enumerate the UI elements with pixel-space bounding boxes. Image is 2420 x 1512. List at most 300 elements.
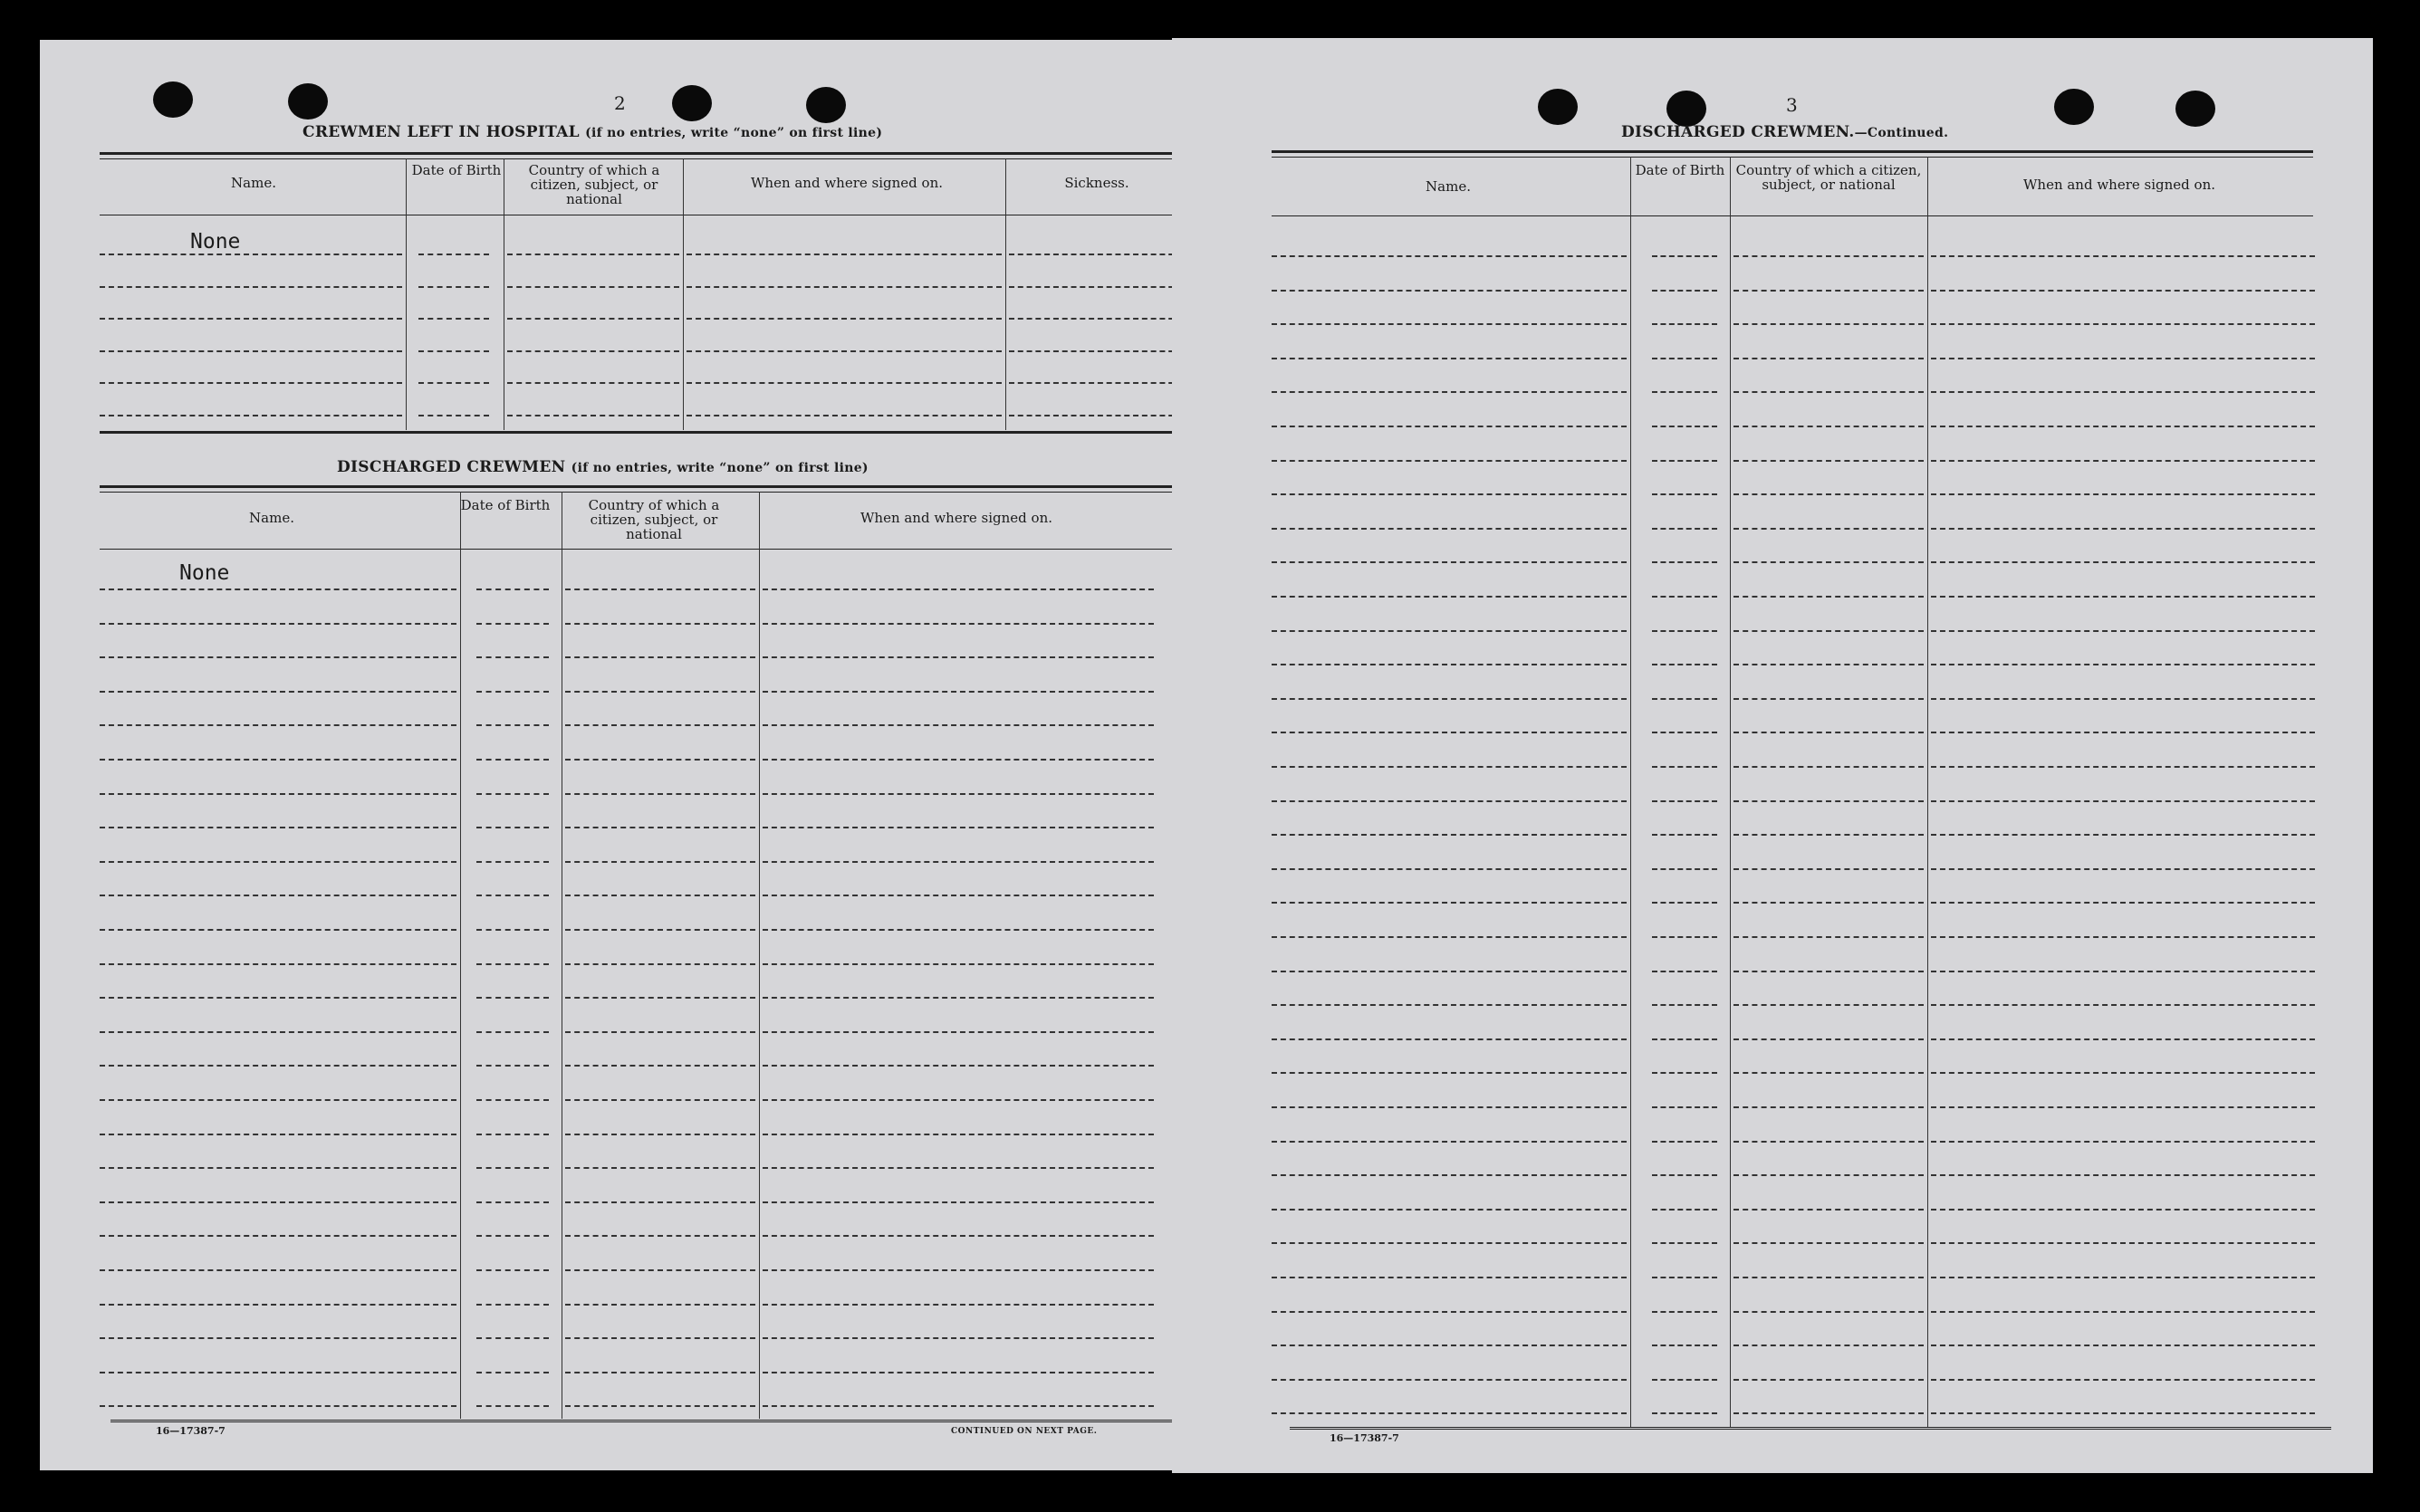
- entry-line: [100, 318, 402, 320]
- entry-line: [763, 1372, 1154, 1373]
- entry-line: [763, 1134, 1154, 1135]
- entry-line: [565, 1269, 755, 1271]
- continued-note: CONTINUED ON NEXT PAGE.: [951, 1427, 1098, 1436]
- entry-line: [1733, 255, 1924, 257]
- entry-line: [1931, 528, 2315, 530]
- entry-line: [100, 589, 456, 590]
- column-divider: [759, 492, 760, 1419]
- entry-line: [1009, 318, 1183, 320]
- entry-line: [1272, 1209, 1627, 1211]
- entry-line: [100, 623, 456, 625]
- entry-line: [1272, 868, 1627, 870]
- entry-line: [1272, 698, 1627, 700]
- entry-line: [763, 827, 1154, 828]
- entry-line: [565, 1337, 755, 1339]
- column-header-signed-on: When and where signed on.: [2022, 177, 2215, 193]
- entry-line: [565, 1099, 755, 1101]
- entry-line: [565, 724, 755, 726]
- entry-line: [1272, 1242, 1627, 1244]
- entry-line: [476, 963, 549, 965]
- entry-line: [100, 997, 456, 999]
- entry-line: [476, 895, 549, 896]
- table-bottom-rule: [110, 1420, 1199, 1422]
- punch-hole: [1666, 91, 1706, 127]
- entry-line: [1272, 1412, 1627, 1414]
- entry-line: [763, 589, 1154, 590]
- entry-line: [763, 759, 1154, 761]
- entry-line: [507, 286, 679, 288]
- entry-line: [1009, 254, 1183, 255]
- entry-line: [476, 1405, 549, 1407]
- entry-line: [763, 1405, 1154, 1407]
- entry-line: [1931, 1106, 2315, 1108]
- entry-line: [1652, 1345, 1717, 1346]
- entry-line: [100, 286, 402, 288]
- entry-line: [687, 286, 1002, 288]
- table-top-rule: [100, 152, 1183, 155]
- table-top-rule: [100, 492, 1183, 493]
- entry-line: [1733, 426, 1924, 427]
- punch-hole: [1538, 89, 1578, 125]
- entry-line: [1272, 493, 1627, 495]
- entry-line: [476, 861, 549, 863]
- entry-line: [1272, 255, 1627, 257]
- entry-line: [1733, 1141, 1924, 1143]
- entry-line: [1733, 971, 1924, 972]
- page-2-sheet: [40, 40, 1172, 1470]
- entry-line: [763, 1065, 1154, 1067]
- entry-line: [687, 382, 1002, 384]
- column-header-name: Name.: [249, 510, 294, 526]
- entry-line: [1733, 1106, 1924, 1108]
- entry-line: [1652, 732, 1717, 733]
- entry-line: [1733, 766, 1924, 768]
- entry-line: [1931, 1412, 2315, 1414]
- entry-line: [1652, 834, 1717, 836]
- entry-line: [1272, 902, 1627, 904]
- column-divider: [1730, 157, 1731, 1428]
- table-top-rule: [100, 158, 1183, 159]
- entry-line: [1272, 1004, 1627, 1006]
- column-header-signed-on: When and where signed on.: [859, 510, 1052, 526]
- entry-line: [1272, 561, 1627, 563]
- entry-line: [507, 350, 679, 352]
- entry-line: [100, 1031, 456, 1033]
- entry-line: [1733, 1038, 1924, 1040]
- entry-line: [100, 1372, 456, 1373]
- entry-line: [1931, 426, 2315, 427]
- entry-line: [1272, 1106, 1627, 1108]
- column-header-country: Country of which a citizen, subject, or national: [588, 497, 720, 542]
- entry-line: [1272, 290, 1627, 292]
- entry-line: [565, 656, 755, 658]
- entry-line: [1272, 936, 1627, 938]
- entry-line: [476, 997, 549, 999]
- entry-line: [418, 254, 489, 255]
- entry-line: [1652, 391, 1717, 393]
- entry-line: [1931, 1379, 2315, 1381]
- entry-line: [100, 1099, 456, 1101]
- entry-line: [1009, 415, 1183, 416]
- entry-line: [763, 861, 1154, 863]
- entry-line: [1272, 1072, 1627, 1074]
- entry-line: [1931, 323, 2315, 325]
- entry-line: [100, 1269, 456, 1271]
- entry-line: [1931, 766, 2315, 768]
- entry-line: [1652, 255, 1717, 257]
- entry-line: [1652, 868, 1717, 870]
- entry-line: [565, 589, 755, 590]
- entry-line: [1733, 391, 1924, 393]
- entry-line: [1931, 1141, 2315, 1143]
- entry-line: [1652, 630, 1717, 632]
- entry-line: [418, 286, 489, 288]
- entry-line: [1733, 1277, 1924, 1278]
- entry-line: [763, 1337, 1154, 1339]
- entry-line: [763, 1099, 1154, 1101]
- entry-line: [1652, 358, 1717, 359]
- entry-line: [1652, 426, 1717, 427]
- column-header-name: Name.: [1426, 178, 1471, 195]
- entry-line: [565, 1405, 755, 1407]
- entry-line: [1733, 528, 1924, 530]
- punch-hole: [806, 87, 846, 123]
- entry-line: [100, 1304, 456, 1306]
- entry-line: [1272, 358, 1627, 359]
- entry-line: [1652, 1038, 1717, 1040]
- column-header-signed-on: When and where signed on.: [750, 175, 943, 191]
- entry-line: [1931, 1038, 2315, 1040]
- entry-line: [565, 929, 755, 931]
- entry-line: [763, 1235, 1154, 1237]
- entry-line: [476, 1235, 549, 1237]
- entry-line: [1272, 630, 1627, 632]
- entry-line: [100, 929, 456, 931]
- entry-line: [476, 1304, 549, 1306]
- entry-line: [100, 350, 402, 352]
- entry-line: [1733, 698, 1924, 700]
- table-bottom-rule: [100, 431, 1183, 434]
- entry-line: [1652, 936, 1717, 938]
- page-number: 3: [1786, 94, 1798, 116]
- entry-line: [476, 1099, 549, 1101]
- entry-line: [565, 1304, 755, 1306]
- entry-line: [1009, 286, 1183, 288]
- entry-line: [565, 895, 755, 896]
- entry-line: [1733, 664, 1924, 665]
- entry-line: [476, 1269, 549, 1271]
- header-bottom-rule: [1272, 215, 2313, 216]
- entry-line: [565, 691, 755, 693]
- entry-line: [763, 724, 1154, 726]
- entry-line: [763, 1269, 1154, 1271]
- punch-hole: [153, 81, 193, 118]
- form-number: 16—17387-7: [1330, 1432, 1399, 1444]
- entry-line: [1733, 1004, 1924, 1006]
- entry-line: [565, 759, 755, 761]
- page-3-sheet: [1172, 38, 2373, 1473]
- column-divider: [683, 158, 684, 430]
- entry-line: [1733, 323, 1924, 325]
- punch-hole: [2054, 89, 2094, 125]
- column-divider: [460, 492, 461, 1419]
- entry-line: [763, 963, 1154, 965]
- entry-line: [1733, 936, 1924, 938]
- entry-line: [687, 254, 1002, 255]
- entry-line: [1652, 460, 1717, 462]
- entry-line: [507, 382, 679, 384]
- discharged-first-entry: None: [179, 561, 230, 585]
- entry-line: [565, 861, 755, 863]
- entry-line: [565, 1201, 755, 1203]
- entry-line: [100, 1201, 456, 1203]
- entry-line: [1733, 1209, 1924, 1211]
- entry-line: [1652, 1141, 1717, 1143]
- entry-line: [1931, 698, 2315, 700]
- entry-line: [100, 382, 402, 384]
- column-header-name: Name.: [231, 175, 276, 191]
- entry-line: [1931, 1345, 2315, 1346]
- entry-line: [565, 793, 755, 795]
- entry-line: [1652, 766, 1717, 768]
- entry-line: [763, 1304, 1154, 1306]
- table-top-rule: [1272, 150, 2313, 153]
- hospital-section-title: CREWMEN LEFT IN HOSPITAL (if no entries, write “none” on first line): [302, 123, 883, 141]
- entry-line: [1733, 1345, 1924, 1346]
- entry-line: [1652, 1072, 1717, 1074]
- column-divider: [406, 158, 407, 430]
- column-divider: [1927, 157, 1928, 1428]
- entry-line: [1272, 1277, 1627, 1278]
- entry-line: [1931, 1174, 2315, 1176]
- table-top-rule: [1272, 157, 2313, 158]
- entry-line: [100, 1167, 456, 1169]
- entry-line: [1652, 596, 1717, 598]
- form-number: 16—17387-7: [156, 1425, 226, 1437]
- entry-line: [476, 1201, 549, 1203]
- entry-line: [565, 1065, 755, 1067]
- entry-line: [1931, 290, 2315, 292]
- entry-line: [1652, 1174, 1717, 1176]
- entry-line: [100, 254, 402, 255]
- entry-line: [476, 1167, 549, 1169]
- entry-line: [507, 318, 679, 320]
- entry-line: [1931, 493, 2315, 495]
- entry-line: [1733, 630, 1924, 632]
- entry-line: [1733, 1412, 1924, 1414]
- entry-line: [1733, 561, 1924, 563]
- entry-line: [1931, 664, 2315, 665]
- entry-line: [1733, 358, 1924, 359]
- entry-line: [1652, 902, 1717, 904]
- entry-line: [476, 793, 549, 795]
- entry-line: [418, 350, 489, 352]
- entry-line: [565, 997, 755, 999]
- entry-line: [476, 691, 549, 693]
- entry-line: [1652, 528, 1717, 530]
- page-number: 2: [614, 92, 626, 114]
- column-header-country: Country of which a citizen, subject, or national: [1735, 162, 1922, 193]
- entry-line: [1931, 1311, 2315, 1313]
- column-header-country: Country of which a citizen, subject, or national: [528, 162, 660, 207]
- entry-line: [763, 929, 1154, 931]
- entry-line: [687, 415, 1002, 416]
- entry-line: [1931, 936, 2315, 938]
- entry-line: [100, 1405, 456, 1407]
- entry-line: [1652, 323, 1717, 325]
- entry-line: [565, 1031, 755, 1033]
- entry-line: [1733, 868, 1924, 870]
- entry-line: [1652, 290, 1717, 292]
- entry-line: [1272, 426, 1627, 427]
- entry-line: [476, 1337, 549, 1339]
- entry-line: [1272, 391, 1627, 393]
- entry-line: [1931, 460, 2315, 462]
- entry-line: [1931, 1277, 2315, 1278]
- entry-line: [1931, 834, 2315, 836]
- entry-line: [476, 1134, 549, 1135]
- page3-title: DISCHARGED CREWMEN.—Continued.: [1621, 123, 1949, 141]
- entry-line: [1931, 1242, 2315, 1244]
- entry-line: [476, 1031, 549, 1033]
- entry-line: [418, 415, 489, 416]
- entry-line: [1931, 630, 2315, 632]
- entry-line: [687, 318, 1002, 320]
- entry-line: [1272, 1345, 1627, 1346]
- entry-line: [1272, 834, 1627, 836]
- entry-line: [763, 793, 1154, 795]
- entry-line: [1652, 1004, 1717, 1006]
- entry-line: [565, 1235, 755, 1237]
- entry-line: [1652, 1277, 1717, 1278]
- entry-line: [1272, 323, 1627, 325]
- punch-hole: [288, 83, 328, 120]
- entry-line: [100, 895, 456, 896]
- entry-line: [418, 318, 489, 320]
- entry-line: [1009, 350, 1183, 352]
- entry-line: [476, 1065, 549, 1067]
- entry-line: [763, 1031, 1154, 1033]
- entry-line: [1733, 596, 1924, 598]
- entry-line: [1272, 1141, 1627, 1143]
- entry-line: [476, 759, 549, 761]
- table-top-rule: [100, 485, 1183, 488]
- entry-line: [100, 1337, 456, 1339]
- entry-line: [763, 691, 1154, 693]
- entry-line: [100, 759, 456, 761]
- entry-line: [1272, 460, 1627, 462]
- entry-line: [1733, 1379, 1924, 1381]
- entry-line: [1272, 971, 1627, 972]
- entry-line: [1272, 528, 1627, 530]
- entry-line: [565, 1167, 755, 1169]
- entry-line: [100, 793, 456, 795]
- entry-line: [100, 1134, 456, 1135]
- header-bottom-rule: [100, 549, 1183, 550]
- entry-line: [1652, 698, 1717, 700]
- entry-line: [100, 1235, 456, 1237]
- entry-line: [1931, 1004, 2315, 1006]
- entry-line: [1931, 1209, 2315, 1211]
- entry-line: [1931, 391, 2315, 393]
- entry-line: [1652, 1106, 1717, 1108]
- entry-line: [1652, 664, 1717, 665]
- hospital-first-entry: None: [190, 230, 241, 254]
- entry-line: [100, 827, 456, 828]
- entry-line: [1931, 971, 2315, 972]
- entry-line: [1272, 1311, 1627, 1313]
- punch-hole: [2175, 91, 2215, 127]
- column-header-date-of-birth: Date of Birth: [460, 497, 551, 513]
- entry-line: [1272, 800, 1627, 802]
- entry-line: [1652, 800, 1717, 802]
- entry-line: [476, 827, 549, 828]
- entry-line: [476, 656, 549, 658]
- entry-line: [687, 350, 1002, 352]
- entry-line: [1733, 902, 1924, 904]
- entry-line: [1931, 358, 2315, 359]
- entry-line: [1652, 1242, 1717, 1244]
- entry-line: [565, 623, 755, 625]
- entry-line: [1733, 1242, 1924, 1244]
- column-header-date-of-birth: Date of Birth: [1635, 162, 1725, 178]
- entry-line: [1652, 1412, 1717, 1414]
- entry-line: [1931, 1072, 2315, 1074]
- entry-line: [1931, 255, 2315, 257]
- entry-line: [1733, 834, 1924, 836]
- entry-line: [763, 1167, 1154, 1169]
- entry-line: [1272, 766, 1627, 768]
- entry-line: [1931, 596, 2315, 598]
- entry-line: [476, 929, 549, 931]
- entry-line: [507, 415, 679, 416]
- entry-line: [100, 1065, 456, 1067]
- entry-line: [100, 656, 456, 658]
- entry-line: [476, 623, 549, 625]
- entry-line: [565, 963, 755, 965]
- entry-line: [1733, 1174, 1924, 1176]
- entry-line: [1652, 1311, 1717, 1313]
- entry-line: [100, 691, 456, 693]
- entry-line: [565, 1372, 755, 1373]
- entry-line: [476, 589, 549, 590]
- entry-line: [1733, 800, 1924, 802]
- entry-line: [1652, 493, 1717, 495]
- entry-line: [476, 1372, 549, 1373]
- entry-line: [100, 861, 456, 863]
- entry-line: [1272, 1038, 1627, 1040]
- entry-line: [1733, 1311, 1924, 1313]
- entry-line: [418, 382, 489, 384]
- entry-line: [763, 1201, 1154, 1203]
- entry-line: [100, 963, 456, 965]
- entry-line: [100, 415, 402, 416]
- entry-line: [1733, 732, 1924, 733]
- column-divider: [1630, 157, 1631, 1428]
- entry-line: [763, 895, 1154, 896]
- entry-line: [1733, 1072, 1924, 1074]
- entry-line: [1931, 732, 2315, 733]
- entry-line: [1272, 664, 1627, 665]
- discharged-section-title: DISCHARGED CREWMEN (if no entries, write “none” on first line): [337, 458, 869, 476]
- column-divider: [1005, 158, 1006, 430]
- table-bottom-rule: [1290, 1427, 2331, 1430]
- punch-hole: [672, 85, 712, 121]
- entry-line: [1652, 971, 1717, 972]
- entry-line: [1733, 493, 1924, 495]
- entry-line: [1272, 1379, 1627, 1381]
- entry-line: [763, 656, 1154, 658]
